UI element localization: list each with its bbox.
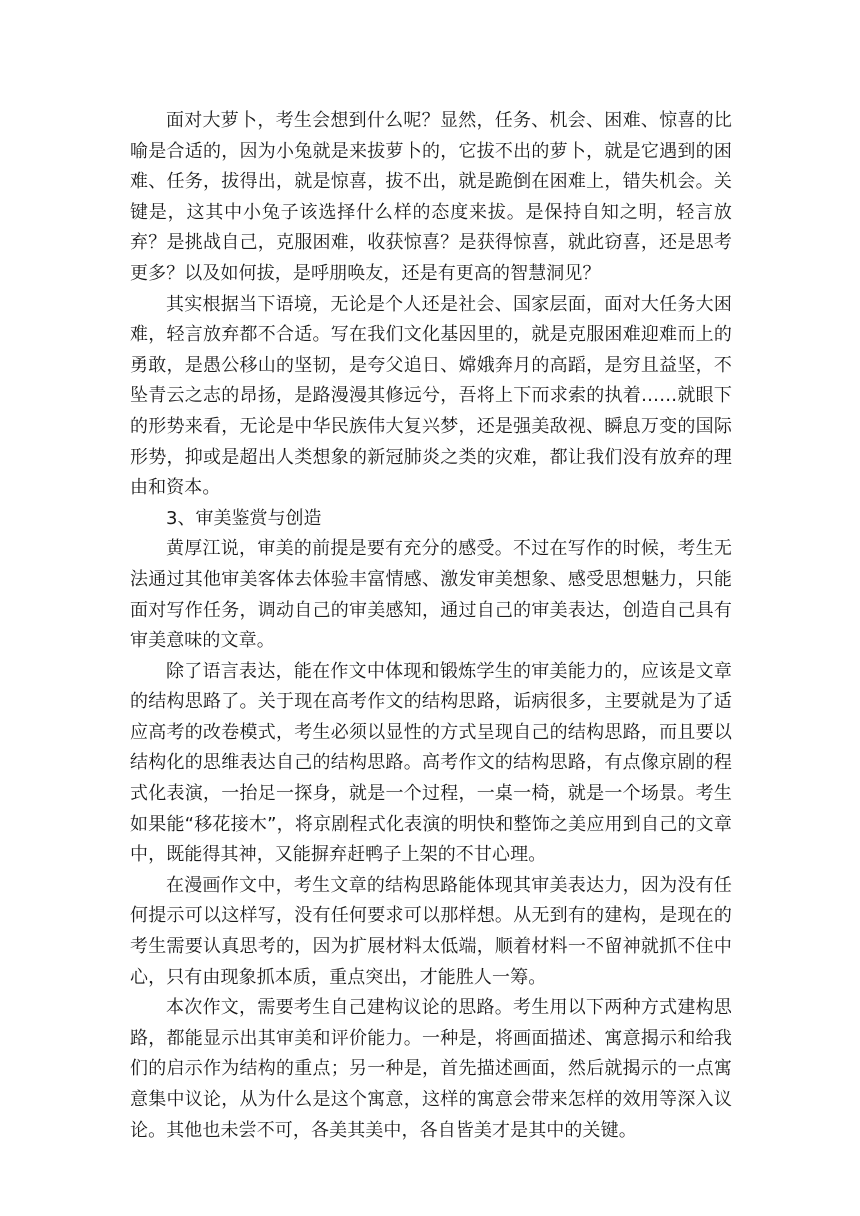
- paragraph-never-give-up: 其实根据当下语境，无论是个人还是社会、国家层面，面对大任务大困难，轻言放弃都不合适。写在我们文化基因里的，就是克服困难迎难而上的勇敢，是愚公移山的坚韧，是夸父追日、嫦娥奔月的高蹈，是穷且益坚，不坠青云之志的昂扬，是路漫漫其修远兮，吾将上下而求索的执着……就眼下的形势来看，无论是中华民族伟大复兴梦，还是强美敌视、瞬息万变的国际形势，抑或是超出人类想象的新冠肺炎之类的灾难，都让我们没有放弃的理由和资本。: [130, 293, 732, 499]
- paragraph-radish-metaphor: 面对大萝卜，考生会想到什么呢？显然，任务、机会、困难、惊喜的比喻是合适的，因为小兔就是来拔萝卜的，它拔不出的萝卜，就是它遇到的困难、任务，拔得出，就是惊喜，拔不出，就是跪倒在困难上，错失机会。关键是，这其中小兔子该选择什么样的态度来拔。是保持自知之明，轻言放弃？是挑战自己，克服困难，收获惊喜？是获得惊喜，就此窃喜，还是思考更多？以及如何拔，是呼朋唤友，还是有更高的智慧洞见？: [130, 110, 732, 284]
- paragraph-aesthetic-premise: 黄厚江说，审美的前提是要有充分的感受。不过在写作的时候，考生无法通过其他审美客体去体验丰富情感、激发审美想象、感受思想魅力，只能面对写作任务，调动自己的审美感知，通过自己的审美表达，创造自己具有审美意味的文章。: [130, 538, 732, 652]
- paragraph-structure-thinking: 除了语言表达，能在作文中体现和锻炼学生的审美能力的，应该是文章的结构思路了。关于现在高考作文的结构思路，诟病很多，主要就是为了适应高考的改卷模式，考生必须以显性的方式呈现自己的结构思路，而且要以结构化的思维表达自己的结构思路。高考作文的结构思路，有点像京剧的程式化表演，一抬足一探身，就是一个过程，一桌一椅，就是一个场景。考生如果能“移花接木”，将京剧程式化表演的明快和整饰之美应用到自己的文章中，既能得其神，又能摒弃赶鸭子上架的不甘心理。: [130, 660, 732, 866]
- paragraph-comic-essay: 在漫画作文中，考生文章的结构思路能体现其审美表达力，因为没有任何提示可以这样写，没有任何要求可以那样想。从无到有的建构，是现在的考生需要认真思考的，因为扩展材料太低端，顺着材料一不留神就抓不住中心，只有由现象抓本质，重点突出，才能胜人一筹。: [130, 874, 732, 988]
- document-body: [130, 106, 732, 1146]
- paragraph-this-essay: 本次作文，需要考生自己建构议论的思路。考生用以下两种方式建构思路，都能显示出其审美和评价能力。一种是，将画面描述、寓意揭示和给我们的启示作为结构的重点；另一种是，首先描述画面，然后就揭示的一点寓意集中议论，从为什么是这个寓意，这样的寓意会带来怎样的效用等深入议论。其他也未尝不可，各美其美中，各自皆美才是其中的关键。: [130, 997, 732, 1141]
- section-heading-aesthetic: 3、审美鉴赏与创造: [166, 507, 322, 529]
